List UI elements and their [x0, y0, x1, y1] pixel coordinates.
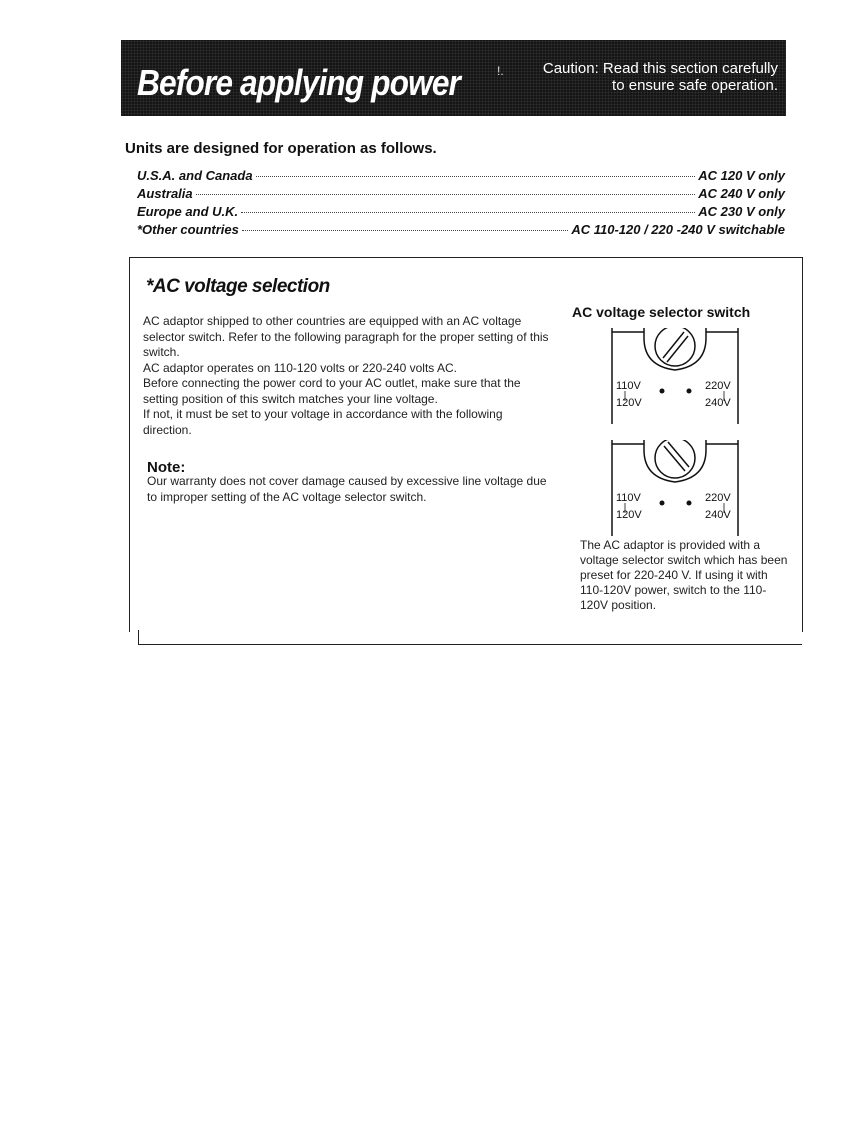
label-240v: 240V — [705, 397, 731, 409]
units-list — [137, 168, 785, 240]
unit-region: Europe and U.K. — [137, 204, 239, 219]
box-bottom-border — [138, 630, 802, 645]
unit-row — [137, 222, 785, 240]
label-220v: 220V — [705, 380, 731, 392]
unit-voltage: AC 110-120 / 220 -240 V switchable — [571, 222, 785, 237]
label-220v: 220V — [705, 492, 731, 504]
unit-voltage: AC 230 V only — [698, 204, 785, 219]
unit-voltage: AC 240 V only — [698, 186, 785, 201]
dot-leader — [256, 176, 696, 177]
caution-icon: !. — [497, 64, 504, 78]
selector-switch-drawing — [608, 440, 742, 540]
unit-region: Australia — [137, 186, 193, 201]
unit-row — [137, 168, 785, 186]
caution-line-1: Caution: Read this section carefully — [542, 60, 778, 77]
label-240v: 240V — [705, 509, 731, 521]
header-banner — [121, 40, 786, 116]
selector-switch-drawing — [608, 328, 742, 428]
ac-selection-body: AC adaptor shipped to other countries are equipped with an AC voltage selector switch. Refer to the following paragraph for the proper setting of this switch. AC adaptor operates on 110-120 volts or 220-240 volts AC. Before connecting the power cord to your AC outlet, make sure that the setting position of this switch matches your line voltage. If not, it must be set to your voltage in accordance with the following direction. — [143, 314, 549, 437]
selector-switch-heading: AC voltage selector switch — [572, 304, 751, 320]
dot-leader — [196, 194, 696, 195]
units-heading: Units are designed for operation as follows. — [125, 140, 437, 157]
note-title: Note: — [147, 459, 186, 476]
dot-leader — [241, 212, 695, 213]
selector-switch-figure-110 — [608, 328, 742, 428]
selector-switch-figure-220 — [608, 440, 742, 540]
dot-leader — [242, 230, 568, 231]
unit-region: U.S.A. and Canada — [137, 168, 253, 183]
unit-row — [137, 204, 785, 222]
ac-voltage-selection-box — [129, 257, 803, 632]
label-110v: 110V — [616, 380, 641, 392]
page-title: Before applying power — [137, 62, 461, 103]
label-120v: 120V — [616, 397, 642, 409]
unit-voltage: AC 120 V only — [698, 168, 785, 183]
caution-text — [488, 60, 778, 94]
label-120v: 120V — [616, 509, 642, 521]
caution-line-2: to ensure safe operation. — [612, 77, 778, 94]
ac-selection-title: *AC voltage selection — [146, 276, 330, 297]
unit-row — [137, 186, 785, 204]
label-110v: 110V — [616, 492, 641, 504]
note-body: Our warranty does not cover damage caused by excessive line voltage due to improper setting of the AC voltage selector switch. — [147, 474, 547, 504]
selector-switch-caption: The AC adaptor is provided with a voltage selector switch which has been preset for 220-240 V. If using it with 110-120V power, switch to the 110-120V position. — [580, 538, 788, 612]
unit-region: *Other countries — [137, 222, 239, 237]
